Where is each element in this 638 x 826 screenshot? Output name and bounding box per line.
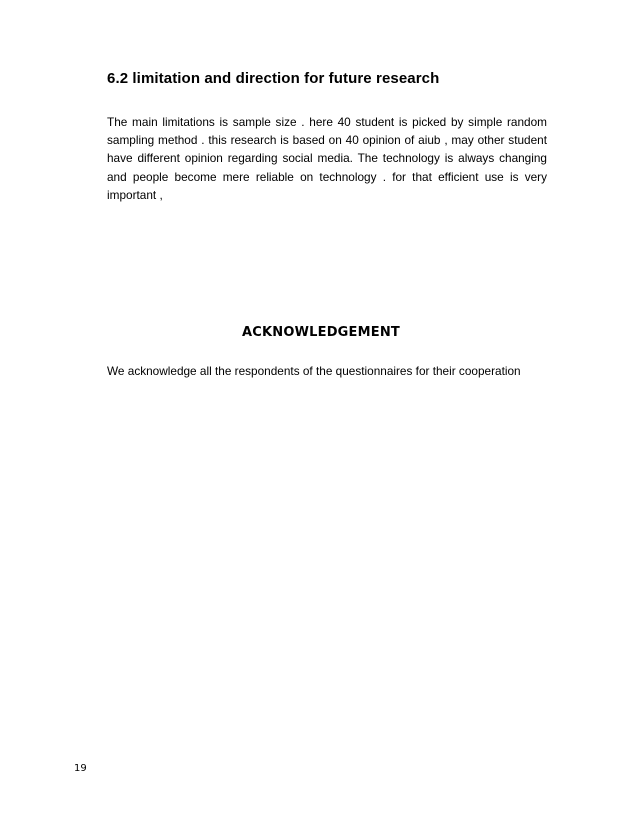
acknowledgement-heading: ACKNOWLEDGEMENT <box>241 325 401 340</box>
limitations-paragraph: The main limitations is sample size . here 40 student is picked by simple random sampling method . this research is based on 40 opinion of aiub , may other student have different opinion regarding social media. The technology is always changing and people become mere reliable on technology . for that efficient use is very important , <box>107 115 547 202</box>
acknowledgement-text: We acknowledge all the respondents of the questionnaires for their cooperation <box>107 364 521 378</box>
acknowledgement-heading-container <box>0 325 638 340</box>
section-heading: 6.2 limitation and direction for future research <box>107 70 440 87</box>
page-number: 19 <box>74 763 87 774</box>
